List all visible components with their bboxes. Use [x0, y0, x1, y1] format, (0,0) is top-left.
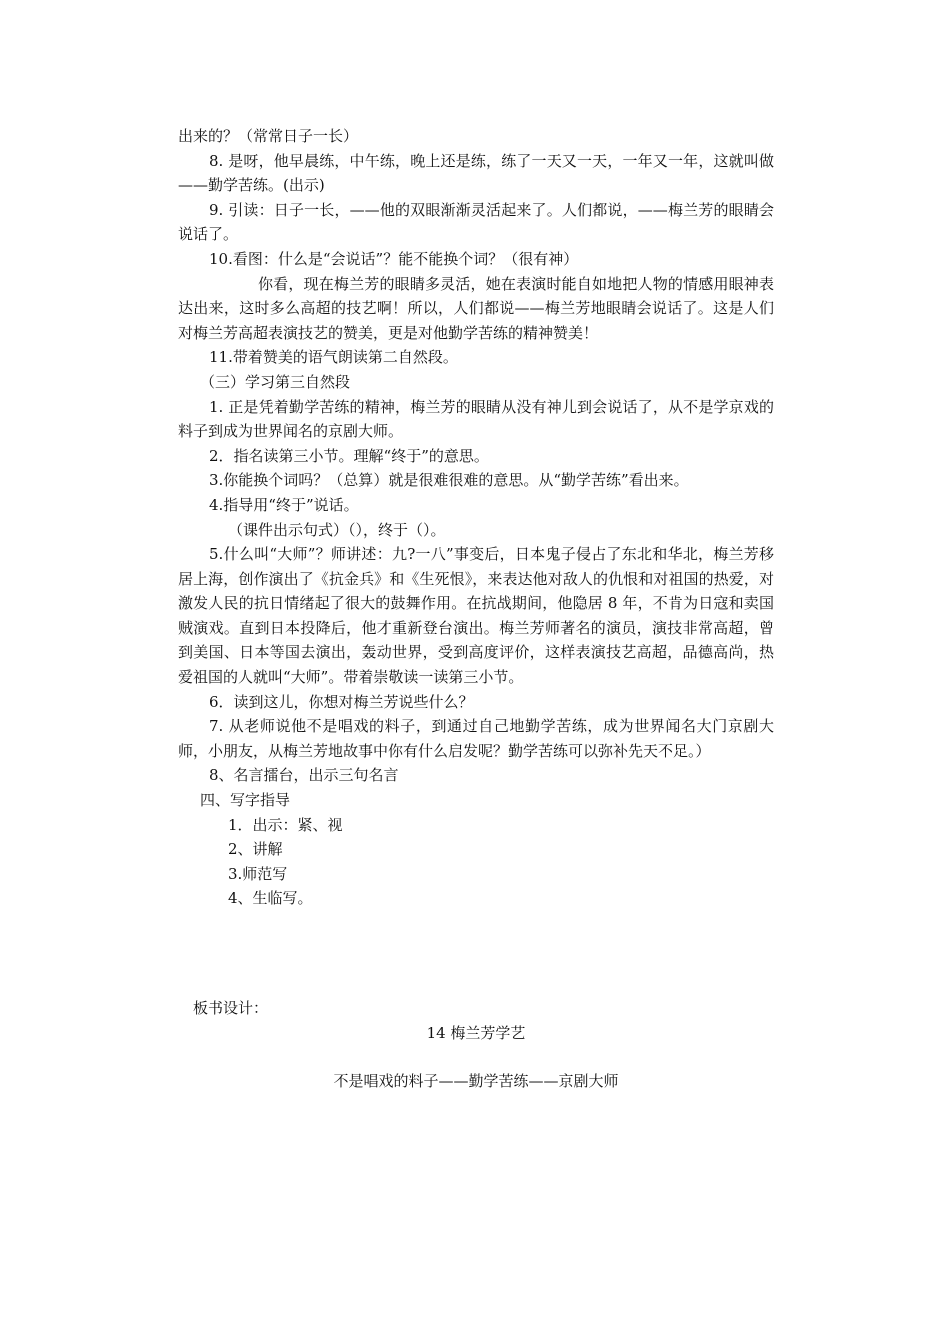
- list-item: 3.师范写: [228, 864, 288, 883]
- paragraph: 1. 正是凭着勤学苦练的精神，梅兰芳的眼睛从没有神儿到会说话了，从不是学京戏的料子到成为世界闻名的京剧大师。: [178, 397, 774, 441]
- board-title: 14 梅兰芳学艺: [426, 1024, 526, 1042]
- paragraph: 4.指导用“终于”说话。: [209, 495, 359, 514]
- board-design-label: 板书设计：: [193, 999, 269, 1017]
- paragraph: 8. 是呀，他早晨练，中午练，晚上还是练，练了一天又一天，一年又一年，这就叫做——勤学苦练。(出示): [178, 151, 774, 195]
- paragraph: 6．读到这儿，你想对梅兰芳说些什么？: [209, 692, 474, 711]
- paragraph: 出来的？（常常日子一长）: [178, 127, 359, 145]
- paragraph: 5.什么叫“大师”？师讲述：九?一八”事变后，日本鬼子侵占了东北和华北，梅兰芳移居上海，创作演出了《抗金兵》和《生死恨》，来表达他对敌人的仇恨和对祖国的热爱，对激发人民的抗日情绪起了很大的鼓舞作用。在抗战期间，他隐居 8 年，不肯为日寇和卖国贼演戏。直到日本投降后，他才重新登台演出。梅兰芳师著名的演员，演技非常高超，曾到美国、日本等国去演出，轰动世界，受到高度评价，这样表演技艺高超，品德高尚，热爱祖国的人就叫“大师”。带着崇敬读一读第三小节。: [178, 545, 774, 687]
- paragraph: 9. 引读：日子一长，——他的双眼渐渐灵活起来了。人们都说，——梅兰芳的眼睛会说话了。: [178, 200, 774, 244]
- paragraph: （课件出示句式）（），终于（）。: [228, 520, 446, 539]
- list-item: 4、生临写。: [228, 889, 313, 908]
- board-summary-line: 不是唱戏的料子——勤学苦练——京剧大师: [333, 1072, 619, 1090]
- section-heading: （三）学习第三自然段: [200, 372, 351, 391]
- section-heading: 四、写字指导: [200, 791, 291, 810]
- paragraph: 3.你能换个词吗？（总算）就是很难很难的意思。从“勤学苦练”看出来。: [209, 471, 689, 490]
- paragraph: 10.看图：什么是“会说话”？能不能换个词？（很有神）: [209, 249, 579, 268]
- paragraph: 11.带着赞美的语气朗读第二自然段。: [209, 348, 458, 367]
- paragraph: 2．指名读第三小节。理解“终于”的意思。: [209, 446, 489, 465]
- paragraph: 7. 从老师说他不是唱戏的料子，到通过自己地勤学苦练，成为世界闻名大门京剧大师，小朋友，从梅兰芳地故事中你有什么启发呢？勤学苦练可以弥补先天不足。）: [178, 717, 774, 760]
- list-item: 2、讲解: [228, 840, 283, 859]
- paragraph: 你看，现在梅兰芳的眼睛多灵活，她在表演时能自如地把人物的情感用眼神表达出来，这时多么高超的技艺啊！所以，人们都说——梅兰芳地眼睛会说话了。这是人们对梅兰芳高超表演技艺的赞美，更是对他勤学苦练的精神赞美！: [178, 274, 774, 342]
- list-item: 1．出示：紧、视: [228, 815, 343, 834]
- lesson-body: [178, 124, 774, 911]
- paragraph: 8、名言擂台，出示三句名言: [209, 766, 399, 785]
